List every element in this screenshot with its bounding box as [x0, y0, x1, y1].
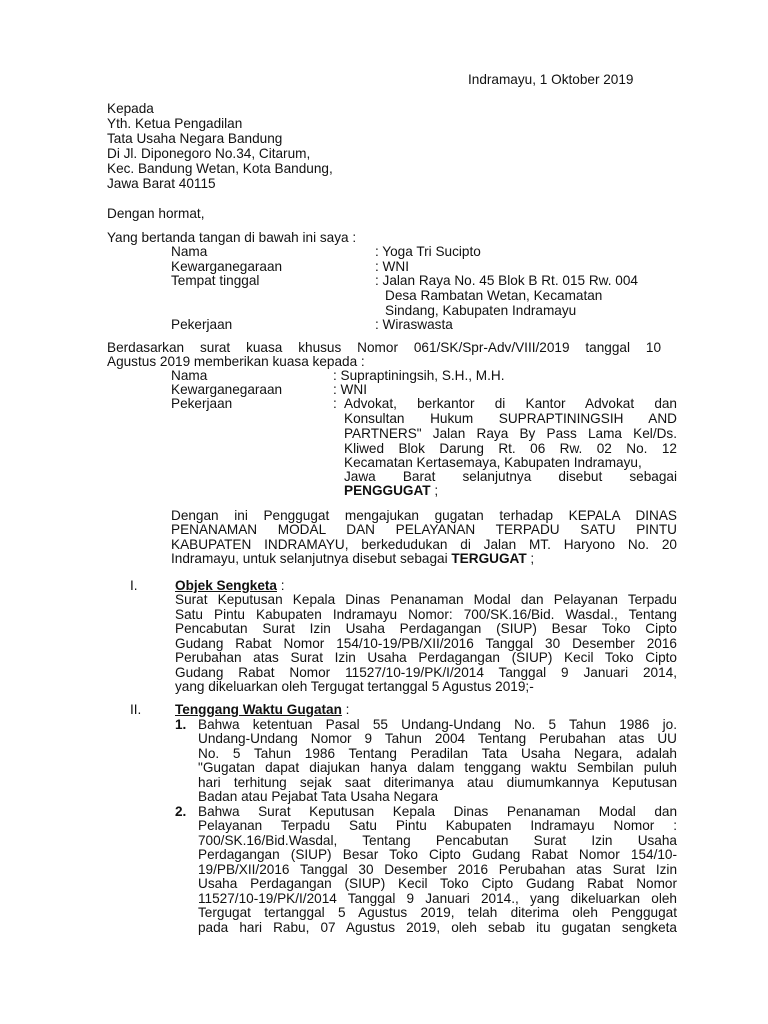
intro-text: Yang bertanda tangan di bawah ini saya :: [107, 230, 357, 245]
list-item-line: Usaha Perdagangan (SIUP) Kecil Toko Cipto Gudang Rabat Nomor: [198, 876, 677, 891]
recipient-line: Yth. Ketua Pengadilan: [107, 116, 243, 131]
list-item-line: Bahwa ketentuan Pasal 55 Undang-Undang No. 5 Tahun 1986 jo.: [198, 717, 677, 732]
tergugat-tail: ;: [526, 551, 535, 566]
list-item-line: No. 5 Tahun 1986 Tentang Peradilan Tata Usaha Negara, adalah: [198, 746, 677, 761]
plaintiff-nama-value: : Yoga Tri Sucipto: [375, 244, 481, 259]
greeting: Dengan hormat,: [107, 206, 205, 221]
plaintiff-warga-label: Kewarganegaraan: [171, 259, 283, 274]
recipient-kepada: Kepada: [107, 101, 154, 116]
section-title: Objek Sengketa: [175, 578, 277, 593]
tergugat-term: TERGUGAT: [451, 551, 527, 566]
kuasa-paragraph-line: Berdasarkan surat kuasa khusus Nomor 061/SK/Spr-Adv/VIII/2019 tanggal 10: [107, 340, 661, 355]
plaintiff-tinggal-value: Sindang, Kabupaten Indramayu: [385, 303, 577, 318]
recipient-line: Tata Usaha Negara Bandung: [107, 131, 283, 146]
list-item-line: Undang-Undang Nomor 9 Tahun 2004 Tentang Perubahan atas UU: [198, 731, 677, 746]
attorney-nama-value: : Supraptiningsih, S.H., M.H.: [333, 368, 505, 383]
attorney-kerja-line: Advokat, berkantor di Kantor Advokat dan: [344, 396, 677, 411]
attorney-warga-label: Kewarganegaraan: [171, 382, 283, 397]
section-title-colon: :: [341, 702, 350, 717]
plaintiff-tinggal-label: Tempat tinggal: [171, 273, 260, 288]
section-number: II.: [130, 702, 142, 717]
plaintiff-kerja-value: : Wiraswasta: [375, 317, 453, 332]
plaintiff-kerja-label: Pekerjaan: [171, 317, 233, 332]
kuasa-paragraph-line: Agustus 2019 memberikan kuasa kepada :: [107, 354, 365, 369]
gugatan-last-pre: Indramayu, untuk selanjutnya disebut sebagai: [171, 551, 452, 566]
recipient-line: Kec. Bandung Wetan, Kota Bandung,: [107, 161, 333, 176]
section-line: Gudang Rabat Nomor 154/10-19/PB/XII/2016 Tanggal 30 Desember 2016: [175, 636, 677, 651]
attorney-kerja-label: Pekerjaan: [171, 396, 233, 411]
recipient-line: Di Jl. Diponegoro No.34, Citarum,: [107, 146, 311, 161]
plaintiff-tinggal-value: : Jalan Raya No. 45 Blok B Rt. 015 Rw. 004: [375, 273, 638, 288]
attorney-nama-label: Nama: [171, 368, 208, 383]
gugatan-line: Dengan ini Penggugat mengajukan gugatan terhadap KEPALA DINAS: [171, 508, 677, 523]
place-date: Indramayu, 1 Oktober 2019: [468, 72, 634, 87]
list-item-line: "Gugatan dapat diajukan hanya dalam tenggang waktu Sembilan puluh: [198, 760, 677, 775]
attorney-kerja-line: Konsultan Hukum SUPRAPTININGSIH AND: [344, 411, 677, 426]
attorney-kerja-line: PARTNERS" Jalan Raya By Pass Lama Kel/Ds.: [344, 426, 677, 441]
list-item-line: 700/SK.16/Bid.Wasdal, Tentang Pencabutan Surat Izin Usaha: [198, 833, 677, 848]
list-item-line: Bahwa Surat Keputusan Kepala Dinas Penanaman Modal dan: [198, 804, 677, 819]
plaintiff-warga-value: : WNI: [375, 259, 409, 274]
list-item-line: Badan atau Pejabat Tata Usaha Negara: [198, 789, 439, 804]
list-item-number: 2.: [175, 804, 187, 819]
penggugat-term: PENGGUGAT: [344, 483, 431, 498]
section-line: yang dikeluarkan oleh Tergugat tertanggal 5 Agustus 2019;-: [175, 679, 534, 694]
penggugat-tail: ;: [430, 483, 439, 498]
section-number: I.: [130, 578, 138, 593]
list-item-line: 19/PB/XII/2016 Tanggal 30 Desember 2016 Perubahan atas Surat Izin: [198, 862, 677, 877]
attorney-kerja-line: Kliwed Blok Darung Rt. 06 Rw. 02 No. 12: [344, 441, 677, 456]
attorney-kerja-line: Jawa Barat selanjutnya disebut sebagai: [344, 469, 677, 484]
attorney-kerja-line: [344, 483, 438, 498]
list-item-line: Pelayanan Terpadu Satu Pintu Kabupaten Indramayu Nomor :: [198, 818, 677, 833]
section-heading: [175, 702, 349, 717]
gugatan-line: PENANAMAN MODAL DAN PELAYANAN TERPADU SATU PINTU: [171, 522, 677, 537]
list-item-line: pada hari Rabu, 07 Agustus 2019, oleh sebab itu gugatan sengketa: [198, 920, 677, 935]
section-line: Surat Keputusan Kepala Dinas Penanaman Modal dan Pelayanan Terpadu: [175, 592, 677, 607]
attorney-kerja-colon: :: [333, 396, 337, 411]
list-item-number: 1.: [175, 717, 187, 732]
section-line: Perubahan atas Surat Izin Usaha Perdagangan (SIUP) Kecil Toko Cipto: [175, 650, 677, 665]
recipient-line: Jawa Barat 40115: [107, 176, 216, 191]
section-line: Satu Pintu Kabupaten Indramayu Nomor: 700/SK.16/Bid. Wasdal., Tentang: [175, 607, 677, 622]
plaintiff-tinggal-value: Desa Rambatan Wetan, Kecamatan: [385, 288, 603, 303]
section-title-colon: :: [277, 578, 285, 593]
section-line: Gudang Rabat Nomor 11527/10-19/PK/I/2014 Tanggal 9 Januari 2014,: [175, 665, 677, 680]
list-item-line: 11527/10-19/PK/I/2014 Tanggal 9 Januari 2014., yang dikeluarkan oleh: [198, 891, 677, 906]
attorney-warga-value: : WNI: [333, 382, 367, 397]
plaintiff-nama-label: Nama: [171, 244, 208, 259]
gugatan-line: KABUPATEN INDRAMAYU, berkedudukan di Jalan MT. Haryono No. 20: [171, 537, 677, 552]
list-item-line: Tergugat tertanggal 5 Agustus 2019, telah diterima oleh Penggugat: [198, 905, 677, 920]
section-title: Tenggang Waktu Gugatan: [175, 702, 342, 717]
gugatan-line: [171, 551, 534, 566]
list-item-line: hari terhitung sejak saat diterimanya atau diumumkannya Keputusan: [198, 775, 677, 790]
section-line: Pencabutan Surat Izin Usaha Perdagangan (SIUP) Besar Toko Cipto: [175, 621, 677, 636]
list-item-line: Perdagangan (SIUP) Besar Toko Cipto Gudang Rabat Nomor 154/10-: [198, 847, 677, 862]
attorney-kerja-line: Kecamatan Kertasemaya, Kabupaten Indramayu,: [344, 455, 642, 470]
